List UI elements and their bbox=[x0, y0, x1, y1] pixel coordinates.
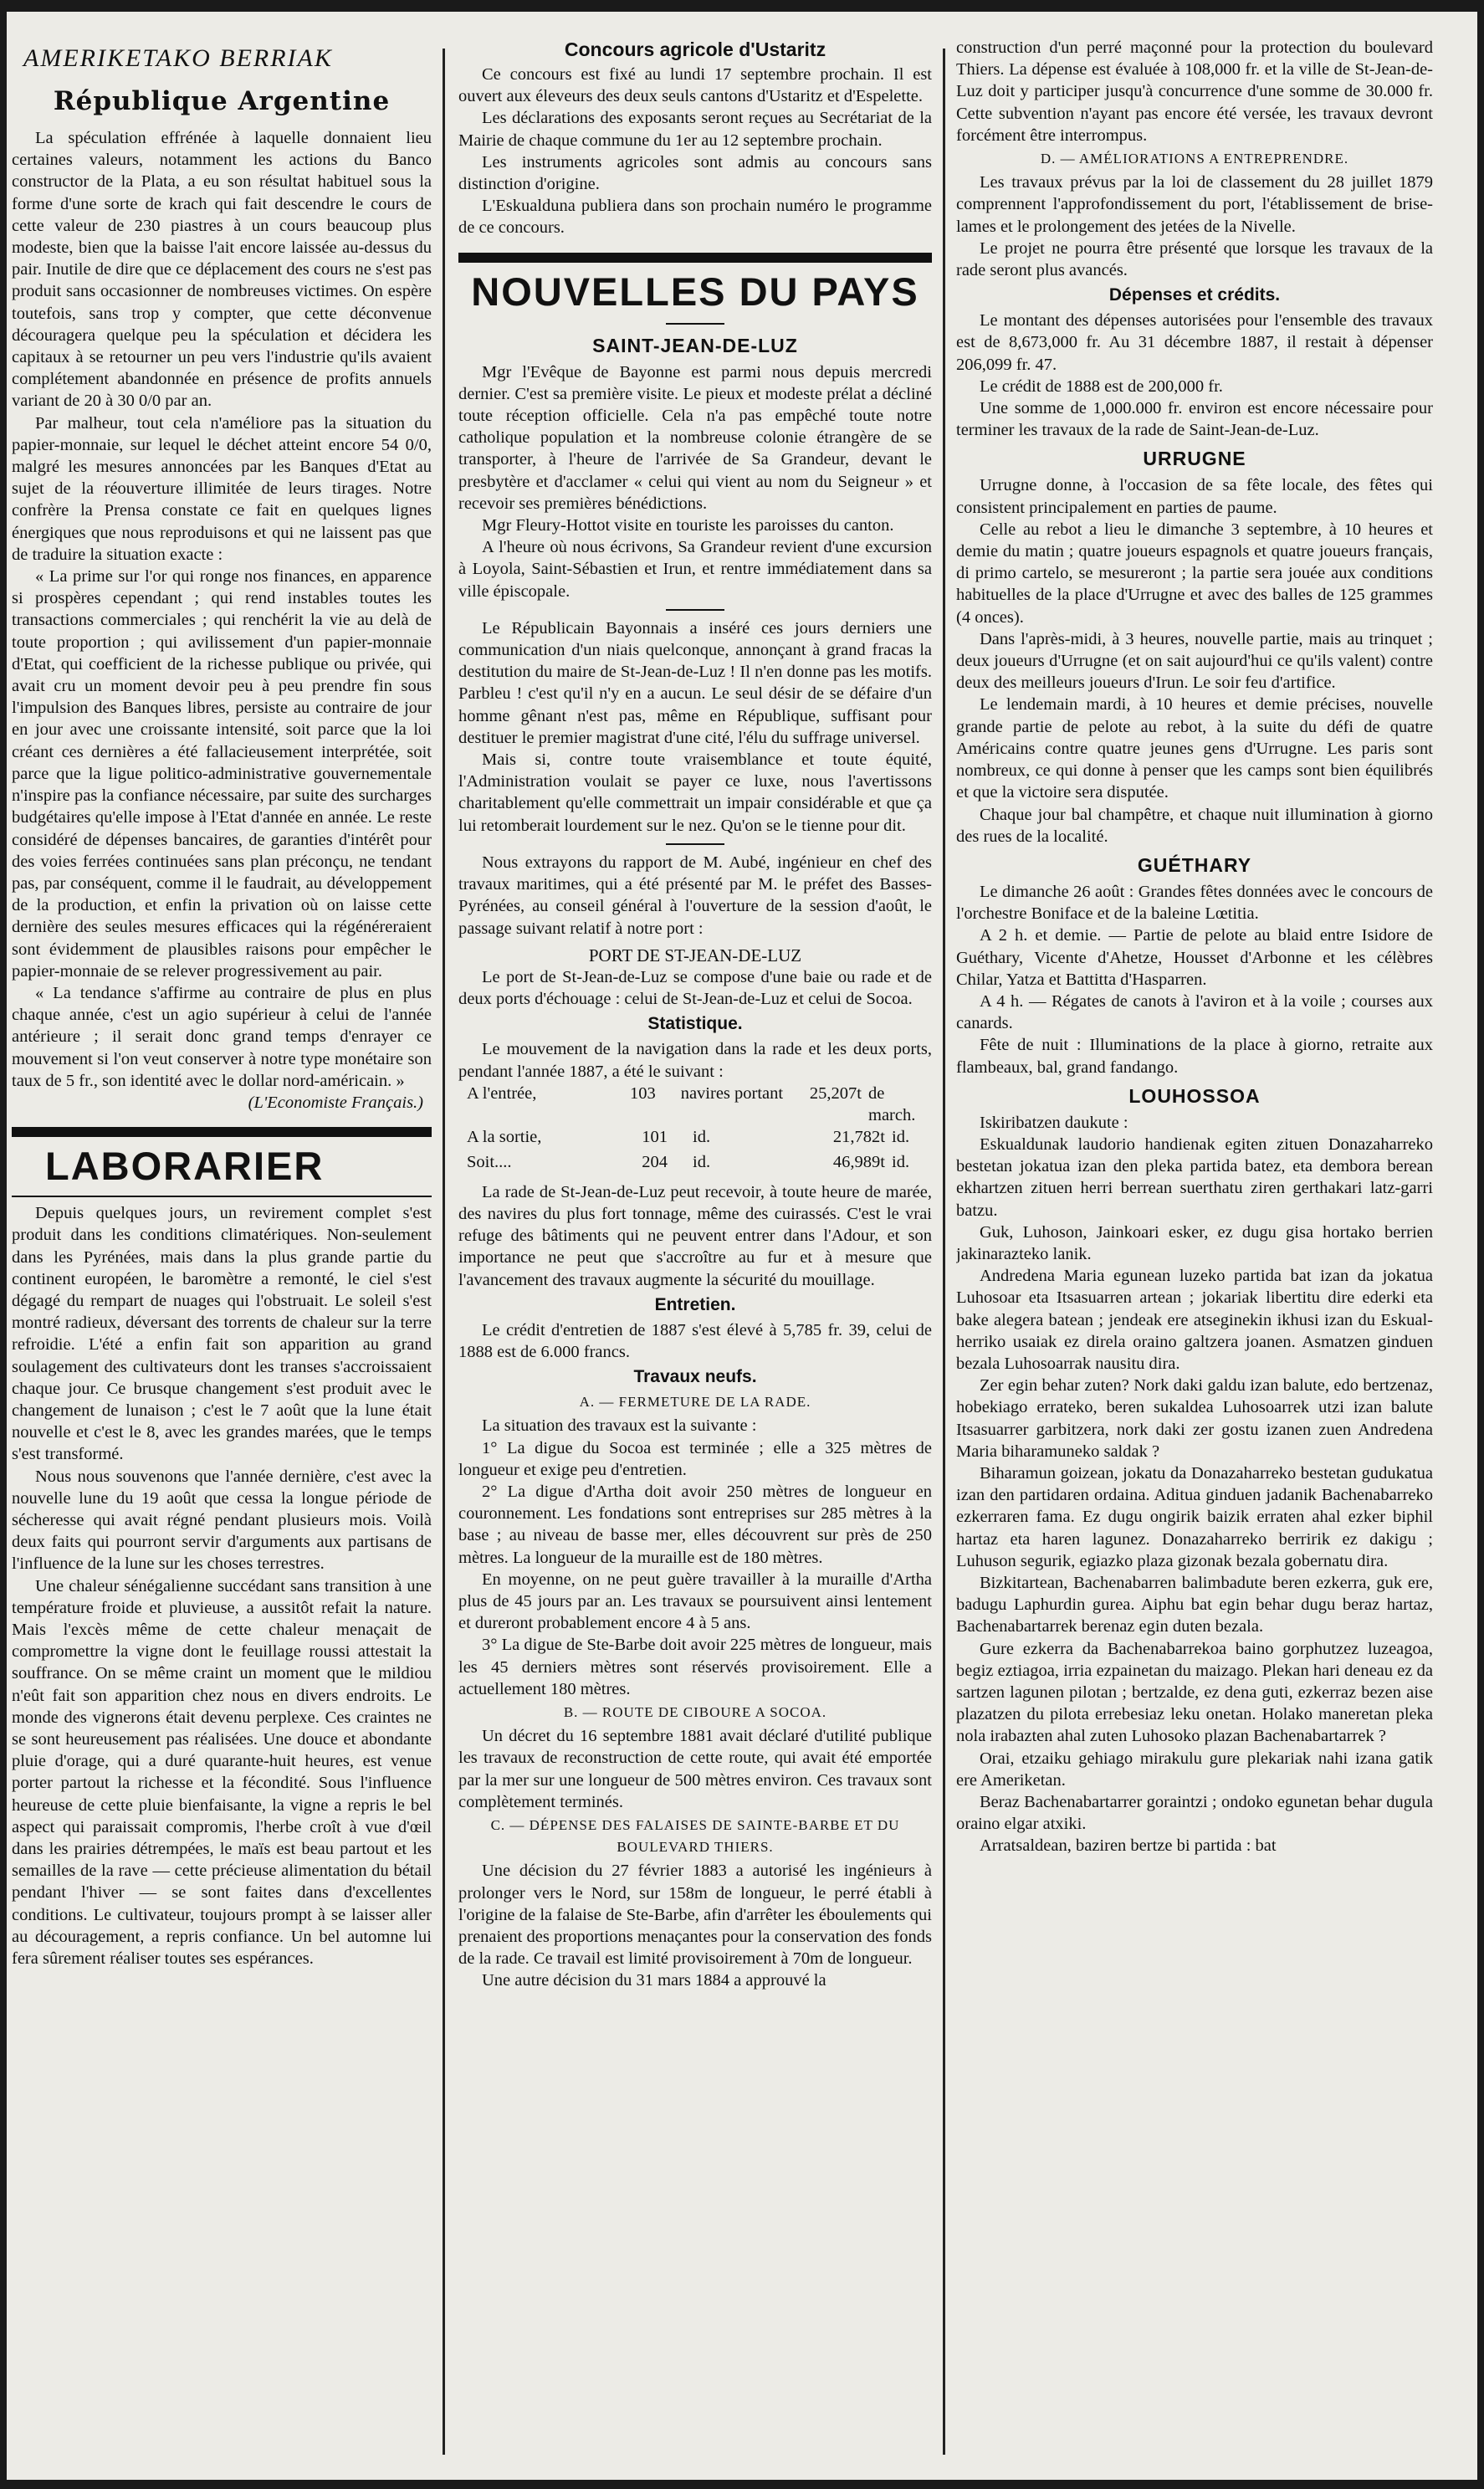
paragraph: Bizkitartean, Bachenabarren balimbadute beren ezkerra, guk ere, badugu Laphurdin gurea. Aiphu bat egin behar dugu beraz hartaz, Bachenabartarrek berenaz egin duten bezala. bbox=[956, 1574, 1433, 1636]
divider bbox=[458, 253, 932, 263]
paragraph: Le crédit de 1888 est de 200,000 fr. bbox=[980, 376, 1223, 396]
section-title: NOUVELLES DU PAYS bbox=[471, 269, 919, 314]
paragraph: Une décision du 27 février 1883 a autorisé les ingénieurs à prolonger vers le Nord, sur 158m de longueur, le perré établi à l'origine de la falaise de Ste-Barbe, afin d'arrêter les éboulements qui prenaient des proportions menaçantes pour la conservation des fonds de la rade. Ce travail est limité provisoirement à 70m de longueur. bbox=[458, 1862, 932, 1969]
paragraph: Par malheur, tout cela n'améliore pas la situation du papier-monnaie, sur lequel le déchet atteint encore 54 0/0, malgré les mesures annoncées par les Banques d'Etat au sujet de la réouverture illimitée de leurs tirages. Notre confrère la Prensa constate ce fait en quelques lignes énergiques que nous reproduisons et qui ne laissent pas que de traduire la situation exacte : bbox=[12, 413, 432, 564]
stat-tonnage: 46,989t bbox=[832, 1152, 885, 1171]
stat-row bbox=[458, 1126, 932, 1148]
subsection-title: Travaux neufs. bbox=[633, 1367, 757, 1387]
stat-label: A l'entrée, bbox=[467, 1083, 537, 1103]
stat-label: A la sortie, bbox=[467, 1127, 542, 1146]
place-heading: LOUHOSSOA bbox=[1128, 1084, 1261, 1107]
paragraph: A 4 h. — Régates de canots à l'aviron et à la voile ; courses aux canards. bbox=[956, 991, 1433, 1033]
stat-row bbox=[458, 1151, 932, 1173]
stat-count: 101 bbox=[642, 1127, 668, 1146]
paragraph: Urrugne donne, à l'occasion de sa fête locale, des fêtes qui consistent principalement en parties de paume. bbox=[956, 476, 1433, 517]
subsection-title: Entretien. bbox=[654, 1294, 736, 1314]
stat-count: 204 bbox=[642, 1152, 668, 1171]
subsection-title: C. — DÉPENSE DES FALAISES DE SAINTE-BARBE ET DU BOULEVARD THIERS. bbox=[490, 1817, 900, 1856]
subsection-title: D. — AMÉLIORATIONS A ENTREPRENDRE. bbox=[1040, 151, 1349, 167]
divider bbox=[666, 843, 724, 845]
paragraph: Nous extrayons du rapport de M. Aubé, ingénieur en chef des travaux maritimes, qui a été présenté par M. le préfet des Basses-Pyrénées, au conseil général à l'ouverture de la session d'août, le passage suivant relatif à notre port : bbox=[458, 853, 932, 938]
paragraph: Dans l'après-midi, à 3 heures, nouvelle partie, mais au trinquet ; deux joueurs d'Urrugne (et on sait aujourd'hui ce qu'ils valent) contre deux des meilleurs joueurs d'Irun. Le soir feu d'artifice. bbox=[956, 629, 1433, 693]
stat-count: 103 bbox=[629, 1083, 656, 1103]
section-subhead: République Argentine bbox=[53, 86, 391, 116]
paragraph: Une chaleur sénégalienne succédant sans transition à une température froide et pluvieuse, a aussitôt refait la nature. Mais l'excès même de cette chaleur menaçait de compromettre la vigne dont le feuillage roussi attestait la souffrance. On se même craint un moment que le mildiou n'eût fait son apparition chez nous en divers endroits. Le monde des vignerons était devenu perplexe. Ces craintes ne se sont heureusement pas réalisées. Une douce et abondante pluie d'orage, qui a duré quarante-huit heures, est venue porter partout la richesse et la fécondité. Sous l'influence heureuse de cette pluie bienfaisante, la vigne a repris le bel aspect qui paraissait compromis, l'herbe croît à vue d'œil dans les prairies détrempées, le maïs est beau partout et les semailles de la rave — cette précieuse alimentation du bétail pendant l'hiver — se sont faites dans d'excellentes conditions. Le cultivateur, toujours prompt à se laisser aller au découragement, a repris confiance. Un bel automne lui fera sûrement réaliser toutes ses espérances. bbox=[12, 1576, 432, 1969]
concours-title: Concours agricole d'Ustaritz bbox=[564, 38, 826, 60]
section-header: AMERIKETAKO BERRIAK bbox=[23, 44, 333, 72]
stat-suffix: de march. bbox=[868, 1083, 916, 1124]
paragraph: 3° La digue de Ste-Barbe doit avoir 225 mètres de longueur, mais les 45 derniers mètres sont réservés provisoirement. Elle a actuellement 180 mètres. bbox=[458, 1636, 932, 1698]
paragraph: Chaque jour bal champêtre, et chaque nuit illumination à giorno des rues de la localité. bbox=[956, 805, 1433, 846]
place-heading: URRUGNE bbox=[1143, 448, 1246, 470]
paragraph: Le crédit d'entretien de 1887 s'est élevé à 5,785 fr. 39, celui de 1888 est de 6.000 francs. bbox=[458, 1320, 932, 1361]
paragraph: L'Eskualduna publiera dans son prochain numéro le programme de ce concours. bbox=[458, 197, 932, 238]
paragraph: Le lendemain mardi, à 10 heures et demie précises, nouvelle grande partie de pelote au rebot, à la suite du défi de quatre Américains contre quatre jeunes gens d'Urrugne. Les paris sont nombreux, ce qui donne à penser que les camps sont bien équilibrés et que la victoire sera disputée. bbox=[956, 695, 1433, 802]
source-credit: (L'Economiste Français.) bbox=[248, 1093, 423, 1112]
paragraph: 2° La digue d'Artha doit avoir 250 mètres de longueur en couronnement. Les fondations sont entreprises sur 285 mètres à la base ; au niveau de basse mer, elles découvrent sur près de 250 mètres. La longueur de la muraille est de 180 mètres. bbox=[458, 1482, 932, 1567]
paragraph: Depuis quelques jours, un revirement complet s'est produit dans les conditions climatériques. Non-seulement dans les Pyrénées, mais dans la plus grande partie du continent européen, le baromètre a remonté, le ciel s'est dégagé du rempart de nuages qui l'obstruait. Le soleil s'est montré radieux, déversant des torrents de chaleur sur la terre refroidie. L'été a enfin fait son apparition au grand soulagement des cultivateurs dont les transes s'accroissaient chaque jour. Ce brusque changement s'est produit avec le changement de lunaison ; c'est le 7 août que la lune était nouvelle et c'est le 8, avec les grandes marées, que le temps s'est transformé. bbox=[12, 1204, 432, 1464]
paragraph: Un décret du 16 septembre 1881 avait déclaré d'utilité publique les travaux de reconstruction de cette route, qui avait été emportée par la mer sur une longueur de 500 mètres environ. Ces travaux sont complètement terminés. bbox=[458, 1727, 932, 1811]
paragraph: « La prime sur l'or qui ronge nos finances, en apparence si prospères cependant ; qui rend instables toutes les transactions commerciales ; qui renchérit la vie au delà de toute proportion ; qui avilissement d'un papier-monnaie d'Etat, qui coefficient de la richesse publique ou privée, qui avait cru un moment devoir peu à peu prendre fin sous l'impulsion des Banques libres, persiste au contraire de jour en jour avec une croissante intensité, soit parce que la loi créant ces dernières a été fallacieusement interprétée, soit parce que la ligue politico-administrative gouvernementale n'inspire pas la confiance nécessaire, par suite des surcharges budgétaires qu'elle impose à l'Etat d'année en année. Le reste considéré de dépenses bancaires, de garanties d'intérêt pour des voies ferrées continuées sans plan préconçu, ne tendant pas, par conséquent, comme il le faudrait, au développement de la production, et enfin la privation où on laisse cette dernière des seules mesures efficaces qui la régénéreraient sont évidemment de plausibles raisons pour empêcher le papier-monnaie de se relever progressivement au pair. bbox=[12, 567, 432, 981]
paragraph: Une somme de 1,000.000 fr. environ est encore nécessaire pour terminer les travaux de la rade de Saint-Jean-de-Luz. bbox=[956, 399, 1433, 440]
stat-tonnage: 21,782t bbox=[832, 1127, 885, 1146]
paragraph: Fête de nuit : Illuminations de la place à giorno, retraite aux flambeaux, bal, grand fandango. bbox=[956, 1036, 1433, 1077]
paragraph: Guk, Luhoson, Jainkoari esker, ez dugu gisa hortako berrien jakinarazteko lanik. bbox=[956, 1222, 1433, 1263]
paragraph: Eskualdunak laudorio handienak egiten zituen Donazaharreko bestetan jokatua izan den pleka partida batez, eta dembora berean ekhartzen zituen herri berrean suerthatu ziren gerthakari latz-garri batzu. bbox=[956, 1134, 1433, 1220]
stat-suffix: id. bbox=[892, 1127, 910, 1146]
paragraph: La situation des travaux est la suivante : bbox=[482, 1416, 757, 1436]
paragraph: En moyenne, on ne peut guère travailler à la muraille d'Artha plus de 45 jours par an. Les travaux se poursuivent ainsi lentement et dureront probablement encore 4 à 5 ans. bbox=[458, 1570, 932, 1633]
divider bbox=[666, 609, 724, 611]
stat-unit: id. bbox=[693, 1152, 711, 1171]
paragraph: Le montant des dépenses autorisées pour l'ensemble des travaux est de 8,673,000 fr. Au 31 décembre 1887, il restait à dépenser 206,099 fr. 47. bbox=[956, 311, 1433, 374]
paragraph: Gure ezkerra da Bachenabarrekoa baino gorphutzez luzeagoa, begiz eztiagoa, irria ezpainetan du maizago. Plekan hari deneau ez da sartzen lagunen pilotan ; bertzalde, ez dena guti, ezkerraz bezen aise plazatzen du pilota errebesiaz leku onetan. Holako maneretan pleka nola irabazten ahal zuten Luhosoko plazan Bachenabartarrek ? bbox=[956, 1639, 1433, 1746]
paragraph: Les instruments agricoles sont admis au concours sans distinction d'origine. bbox=[458, 152, 932, 194]
subsection-title: Dépenses et crédits. bbox=[1108, 285, 1281, 305]
stat-suffix: id. bbox=[892, 1152, 910, 1171]
paragraph: Biharamun goizean, jokatu da Donazaharreko bestetan gudukatua izan den partidaren ordaina. Aditua ginduen jadanik Bachenabarreko ezkerraren fama. Ez dugu ongirik baizik erraten ahal ezker biphil hartaz eta haren lagunez. Donazaharreko berririk ez dakigu ; Luhuson segurik, egiazko plaza gizonak bezala gobernatu dira. bbox=[956, 1463, 1433, 1570]
column-rule bbox=[443, 49, 445, 2455]
stat-unit: id. bbox=[693, 1127, 711, 1146]
subsection-title: A. — FERMETURE DE LA RADE. bbox=[579, 1394, 811, 1411]
paragraph: Mais si, contre toute vraisemblance et toute équité, l'Administration voulait se payer ce luxe, nous l'avertissons charitablement qu'elle commettrait un impair considérable et que ça lui retomberait lourdement sur le nez. Qu'on se le tienne pour dit. bbox=[458, 750, 932, 835]
subsection-title: B. — ROUTE DE CIBOURE A SOCOA. bbox=[563, 1703, 827, 1720]
stat-unit: navires portant bbox=[680, 1083, 784, 1103]
paragraph: A 2 h. et demie. — Partie de pelote au blaid entre Isidore de Guéthary, Vicente d'Ahetze, Housset d'Arbonne et les célèbres Chilar, Yatza et Battitta d'Hasparren. bbox=[956, 926, 1433, 989]
stat-label: Soit.... bbox=[467, 1152, 512, 1171]
column-right bbox=[956, 37, 1433, 2463]
divider bbox=[666, 323, 724, 325]
paragraph: Ce concours est fixé au lundi 17 septembre prochain. Il est ouvert aux éleveurs des deux seuls cantons d'Ustaritz et d'Espelette. bbox=[458, 65, 932, 106]
paragraph: Les déclarations des exposants seront reçues au Secrétariat de la Mairie de chaque commune du 1er au 12 septembre prochain. bbox=[458, 109, 932, 150]
paragraph: Les travaux prévus par la loi de classement du 28 juillet 1879 comprennent l'approfondissement du port, l'établissement de brise-lames et le prolongement des jetées de la Nivelle. bbox=[956, 173, 1433, 236]
paragraph: Arratsaldean, baziren bertze bi partida : bat bbox=[980, 1836, 1277, 1856]
place-heading: GUÉTHARY bbox=[1137, 853, 1252, 876]
divider bbox=[12, 1196, 432, 1197]
paragraph: A l'heure où nous écrivons, Sa Grandeur revient d'une excursion à Loyola, Saint-Sébastien et Irun, et rentre immédiatement dans sa ville épiscopale. bbox=[458, 538, 932, 601]
paragraph: Le mouvement de la navigation dans la rade et les deux ports, pendant l'année 1887, a été le suivant : bbox=[458, 1040, 932, 1081]
paragraph: Zer egin behar zuten? Nork daki galdu izan balute, edo bertzenaz, hobekiago errateko, beren sukaldea Luhosoarrek utzi izan balute Itsasuarrer garbitzera, nork daki zer gostu izanen zuen Andredena Maria biharamuneko saldak ? bbox=[956, 1376, 1433, 1461]
newspaper-page bbox=[7, 12, 1477, 2480]
paragraph: Andredena Maria egunean luzeko partida bat izan da jokatua Luhosoar eta Itsasuarren artean ; jokariak libertitu dire ederki eta bake alegera batean ; jendeak ere atseginekin ikhusi izan du Eskual-herriko usaiak ez direla oraino galtzera joanen. Asmatzen ginduen bezala Luhosoarrak nausitu dira. bbox=[956, 1267, 1433, 1373]
paragraph: Mgr Fleury-Hottot visite en touriste les paroisses du canton. bbox=[482, 516, 894, 535]
paragraph: Iskiribatzen daukute : bbox=[980, 1113, 1128, 1132]
paragraph: Le Républicain Bayonnais a inséré ces jours derniers une communication d'un niais quelconque, annonçant à grand fracas la destitution du maire de St-Jean-de-Luz ! Il n'en donne pas les motifs. Parbleu ! c'est qu'il n'y en a aucun. Le seul désir de se défaire d'un homme gênant n'est pas, même en République, suffisant pour destituer le premier magistrat d'une cité, l'élu du suffrage universel. bbox=[458, 618, 932, 747]
paragraph: Une autre décision du 31 mars 1884 a approuvé la bbox=[482, 1971, 826, 1990]
paragraph: Celle au rebot a lieu le dimanche 3 septembre, à 10 heures et demie du matin ; quatre joueurs espagnols et quatre joueurs français, di primo cartelo, se mesureront ; la partie sera jouée aux conditions habituelles de la place d'Urrugne et avec des balles de 125 grammes (4 onces). bbox=[956, 520, 1433, 627]
paragraph: Le projet ne pourra être présenté que lorsque les travaux de la rade seront plus avancés. bbox=[956, 238, 1433, 280]
paragraph: « La tendance s'affirme au contraire de plus en plus chaque année, c'est un agio supérieur à celui de l'année antérieure ; il serait donc grand temps d'enrayer ce mouvement si l'on veut conserver à notre type monétaire son taux de 5 fr., son identité avec le dollar nord-américain. » bbox=[12, 983, 432, 1090]
paragraph: Le dimanche 26 août : Grandes fêtes données avec le concours de l'orchestre Boniface et de la baleine Lœtitia. bbox=[956, 882, 1433, 924]
place-heading: SAINT-JEAN-DE-LUZ bbox=[592, 334, 798, 356]
paragraph: La rade de St-Jean-de-Luz peut recevoir, à toute heure de marée, des navires du plus fort tonnage, même des cuirassés. C'est le vrai refuge des bâtiments qui ne peuvent entrer dans l'Adour, et son importance ne peut que s'accroître au fur et à mesure que l'avancement des travaux augmente la sécurité du mouillage. bbox=[458, 1182, 932, 1289]
subsection-title: Statistique. bbox=[647, 1014, 743, 1034]
article-title: LABORARIER bbox=[45, 1144, 325, 1189]
column-left bbox=[12, 37, 432, 2463]
paragraph: La spéculation effrénée à laquelle donnaient lieu certaines valeurs, notamment les actions du Banco constructor de la Plata, a eu son résultat habituel sous la forme d'une sorte de krach qui fait descendre le cours de cette valeur de 230 piastres à un cours beaucoup plus modeste, bien que la baisse l'ait encore laissée au-dessus du pair. Inutile de dire que ce déplacement des cours ne s'est pas produit sans occasionner de nombreuses victimes. On espère toutefois, sans trop y compter, que cette déconvenue découragera quelque peu la spéculation et décidera les capitaux à se retourner un peu vers l'industrie qu'ils avaient complétement abandonnée en présence de profits annuels variant de 20 à 30 0/0 par an. bbox=[12, 129, 432, 411]
subsection-title: PORT DE ST-JEAN-DE-LUZ bbox=[588, 945, 802, 965]
paragraph: 1° La digue du Socoa est terminée ; elle a 325 mètres de longueur et exige peu d'entretien. bbox=[458, 1438, 932, 1479]
stat-row bbox=[458, 1083, 932, 1126]
column-middle bbox=[458, 37, 932, 2463]
stat-tonnage: 25,207t bbox=[809, 1083, 862, 1103]
paragraph: Mgr l'Evêque de Bayonne est parmi nous depuis mercredi dernier. C'est sa première visite. Le pieux et modeste prélat a décliné toute réception officielle. Cela n'a pas empêché toute notre catholique population et la nombreuse colonie étrangère de se transporter, à l'heure de l'arrivée de Sa Grandeur, devant le presbytère et d'acclamer « celui qui vient au nom du Seigneur » et recevoir ses premières bénédictions. bbox=[458, 362, 932, 513]
paragraph: Nous nous souvenons que l'année dernière, c'est avec la nouvelle lune du 19 août que cessa la longue période de sécheresse qui avait régné pendant plusieurs mois. Voilà deux faits qui pourront servir d'arguments aux partisans de l'influence de la lune sur les choses terrestres. bbox=[12, 1467, 432, 1574]
divider bbox=[12, 1127, 432, 1137]
paragraph: Beraz Bachenabartarrer goraintzi ; ondoko egunetan behar dugula oraino elgar atxiki. bbox=[956, 1793, 1433, 1834]
paragraph: construction d'un perré maçonné pour la protection du boulevard Thiers. La dépense est évaluée à 108,000 fr. et la ville de St-Jean-de-Luz doit y participer jusqu'à concurrence d'une somme de 30.000 fr. Cette subvention n'ayant pas encore été versée, les travaux devront forcément être interrompus. bbox=[956, 38, 1433, 145]
column-rule bbox=[943, 49, 945, 2455]
paragraph: Le port de St-Jean-de-Luz se compose d'une baie ou rade et de deux ports d'échouage : celui de St-Jean-de-Luz et celui de Socoa. bbox=[458, 967, 932, 1009]
paragraph: Orai, etzaiku gehiago mirakulu gure plekariak nahi izana gatik ere Ameriketan. bbox=[956, 1749, 1433, 1790]
